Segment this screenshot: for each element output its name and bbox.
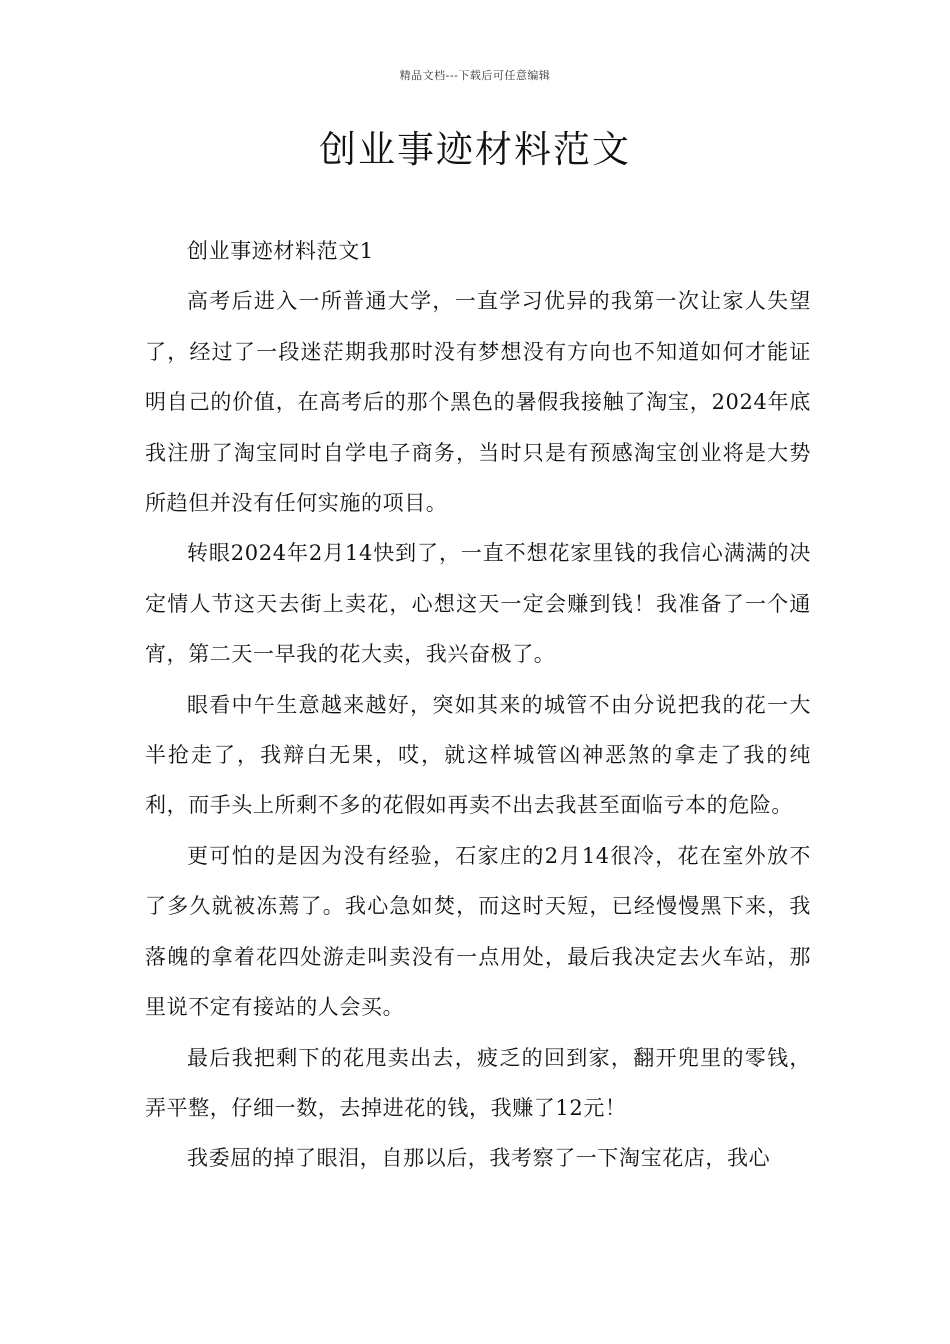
paragraph: 最后我把剩下的花甩卖出去，疲乏的回到家，翻开兜里的零钱，弄平整，仔细一数，去掉进花的钱，我赚了12元！ — [145, 1045, 811, 1120]
paragraph: 转眼2024年2月14快到了，一直不想花家里钱的我信心满满的决定情人节这天去街上卖花，心想这天一定会赚到钱！我准备了一个通宵，第二天一早我的花大卖，我兴奋极了。 — [145, 541, 811, 667]
paragraph: 高考后进入一所普通大学，一直学习优异的我第一次让家人失望了，经过了一段迷茫期我那时没有梦想没有方向也不知道如何才能证明自己的价值，在高考后的那个黑色的暑假我接触了淘宝，2024年底我注册了淘宝同时自学电子商务，当时只是有预感淘宝创业将是大势所趋但并没有任何实施的项目。 — [145, 289, 811, 516]
paragraph: 我委屈的掉了眼泪，自那以后，我考察了一下淘宝花店，我心 — [187, 1146, 771, 1171]
section-subtitle: 创业事迹材料范文1 — [187, 239, 374, 263]
paragraph: 眼看中午生意越来越好，突如其来的城管不由分说把我的花一大半抢走了，我辩白无果，哎，就这样城管凶神恶煞的拿走了我的纯利，而手头上所剩不多的花假如再卖不出去我甚至面临亏本的危险。 — [145, 692, 811, 818]
header-note: 精品文档---下载后可任意编辑 — [399, 69, 551, 82]
document-body — [145, 226, 811, 1184]
paragraph: 更可怕的是因为没有经验，石家庄的2月14很冷，花在室外放不了多久就被冻蔫了。我心急如焚，而这时天短，已经慢慢黑下来，我落魄的拿着花四处游走叫卖没有一点用处，最后我决定去火车站，那里说不定有接站的人会买。 — [145, 843, 811, 1020]
document-title: 创业事迹材料范文 — [319, 128, 631, 171]
